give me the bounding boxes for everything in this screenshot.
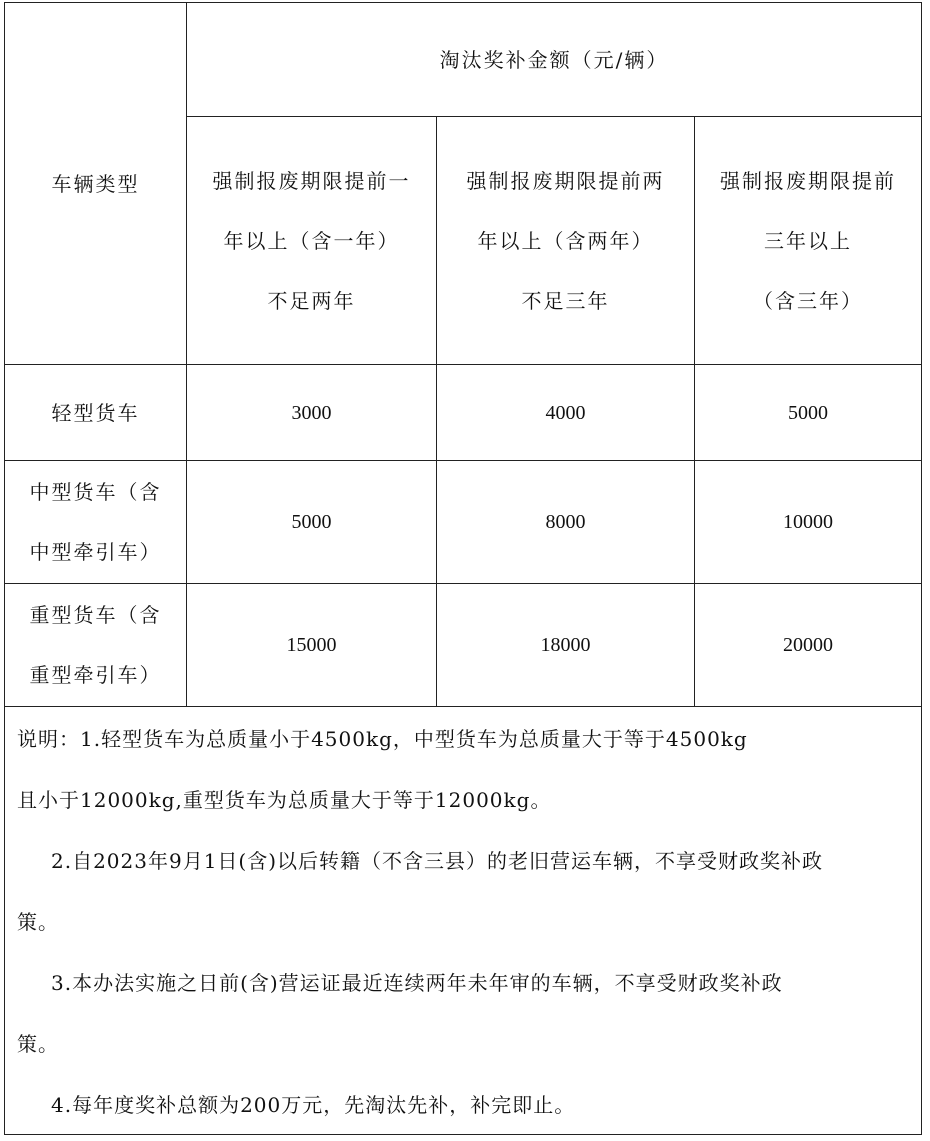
period-header-1-line-3: 不足两年 bbox=[267, 288, 356, 313]
row-type-heavy-line-2: 重型牵引车） bbox=[29, 663, 162, 687]
period-header-1-line-2: 年以上（含一年） bbox=[223, 228, 400, 253]
vehicle-type-header-text: 车辆类型 bbox=[51, 171, 140, 196]
note-line-2: 且小于12000kg,重型货车为总质量大于等于12000kg。 bbox=[17, 788, 552, 812]
note-line-4: 策。 bbox=[17, 910, 59, 934]
row-type-medium-line-1: 中型货车（含 bbox=[29, 480, 162, 504]
table-cell bbox=[695, 584, 921, 706]
subsidy-amount-header bbox=[187, 3, 921, 116]
table-cell bbox=[437, 461, 694, 583]
cell-value: 15000 bbox=[286, 634, 337, 656]
table-cell bbox=[695, 461, 921, 583]
row-type-heavy-truck bbox=[5, 584, 186, 706]
note-line-6: 策。 bbox=[17, 1032, 59, 1056]
table-cell bbox=[695, 365, 921, 460]
cell-value: 3000 bbox=[291, 401, 332, 424]
table-cell bbox=[437, 365, 694, 460]
note-line-5: 3.本办法实施之日前(含)营运证最近连续两年未年审的车辆，不享受财政奖补政 bbox=[51, 971, 783, 995]
period-header-2-line-3: 不足三年 bbox=[521, 288, 610, 313]
period-header-2-line-1: 强制报废期限提前两 bbox=[466, 168, 665, 193]
period-header-1 bbox=[187, 117, 436, 364]
note-line-1: 说明：1.轻型货车为总质量小于4500kg，中型货车为总质量大于等于4500kg bbox=[17, 727, 748, 751]
period-header-1-line-1: 强制报废期限提前一 bbox=[212, 168, 411, 193]
note-line-7: 4.每年度奖补总额为200万元，先淘汰先补，补完即止。 bbox=[51, 1093, 576, 1117]
row-type-medium-truck bbox=[5, 461, 186, 583]
row-type-light-truck-text: 轻型货车 bbox=[51, 400, 140, 425]
period-header-3 bbox=[695, 117, 921, 364]
subsidy-document bbox=[4, 2, 922, 1135]
period-header-3-line-2: 三年以上 bbox=[764, 228, 852, 253]
note-line-3: 2.自2023年9月1日(含)以后转籍（不含三县）的老旧营运车辆，不享受财政奖补政 bbox=[51, 849, 824, 873]
row-type-medium-line-2: 中型牵引车） bbox=[29, 540, 162, 564]
cell-value: 8000 bbox=[545, 511, 586, 533]
row-type-heavy-line-1: 重型货车（含 bbox=[29, 603, 162, 627]
cell-value: 18000 bbox=[540, 634, 591, 656]
table-cell bbox=[187, 584, 436, 706]
cell-value: 10000 bbox=[783, 511, 833, 533]
row-type-light-truck bbox=[5, 365, 186, 460]
cell-value: 20000 bbox=[783, 634, 833, 656]
period-header-3-line-3: （含三年） bbox=[753, 288, 863, 313]
period-header-2 bbox=[437, 117, 694, 364]
cell-value: 5000 bbox=[788, 401, 828, 424]
vehicle-type-header bbox=[5, 3, 186, 364]
subsidy-amount-header-text: 淘汰奖补金额（元/辆） bbox=[439, 47, 669, 72]
table-cell bbox=[187, 365, 436, 460]
cell-value: 4000 bbox=[545, 401, 586, 424]
table-cell bbox=[437, 584, 694, 706]
table-cell bbox=[187, 461, 436, 583]
notes-section bbox=[5, 707, 921, 1134]
period-header-2-line-2: 年以上（含两年） bbox=[477, 228, 654, 253]
period-header-3-line-1: 强制报废期限提前 bbox=[720, 168, 896, 193]
cell-value: 5000 bbox=[291, 511, 332, 533]
